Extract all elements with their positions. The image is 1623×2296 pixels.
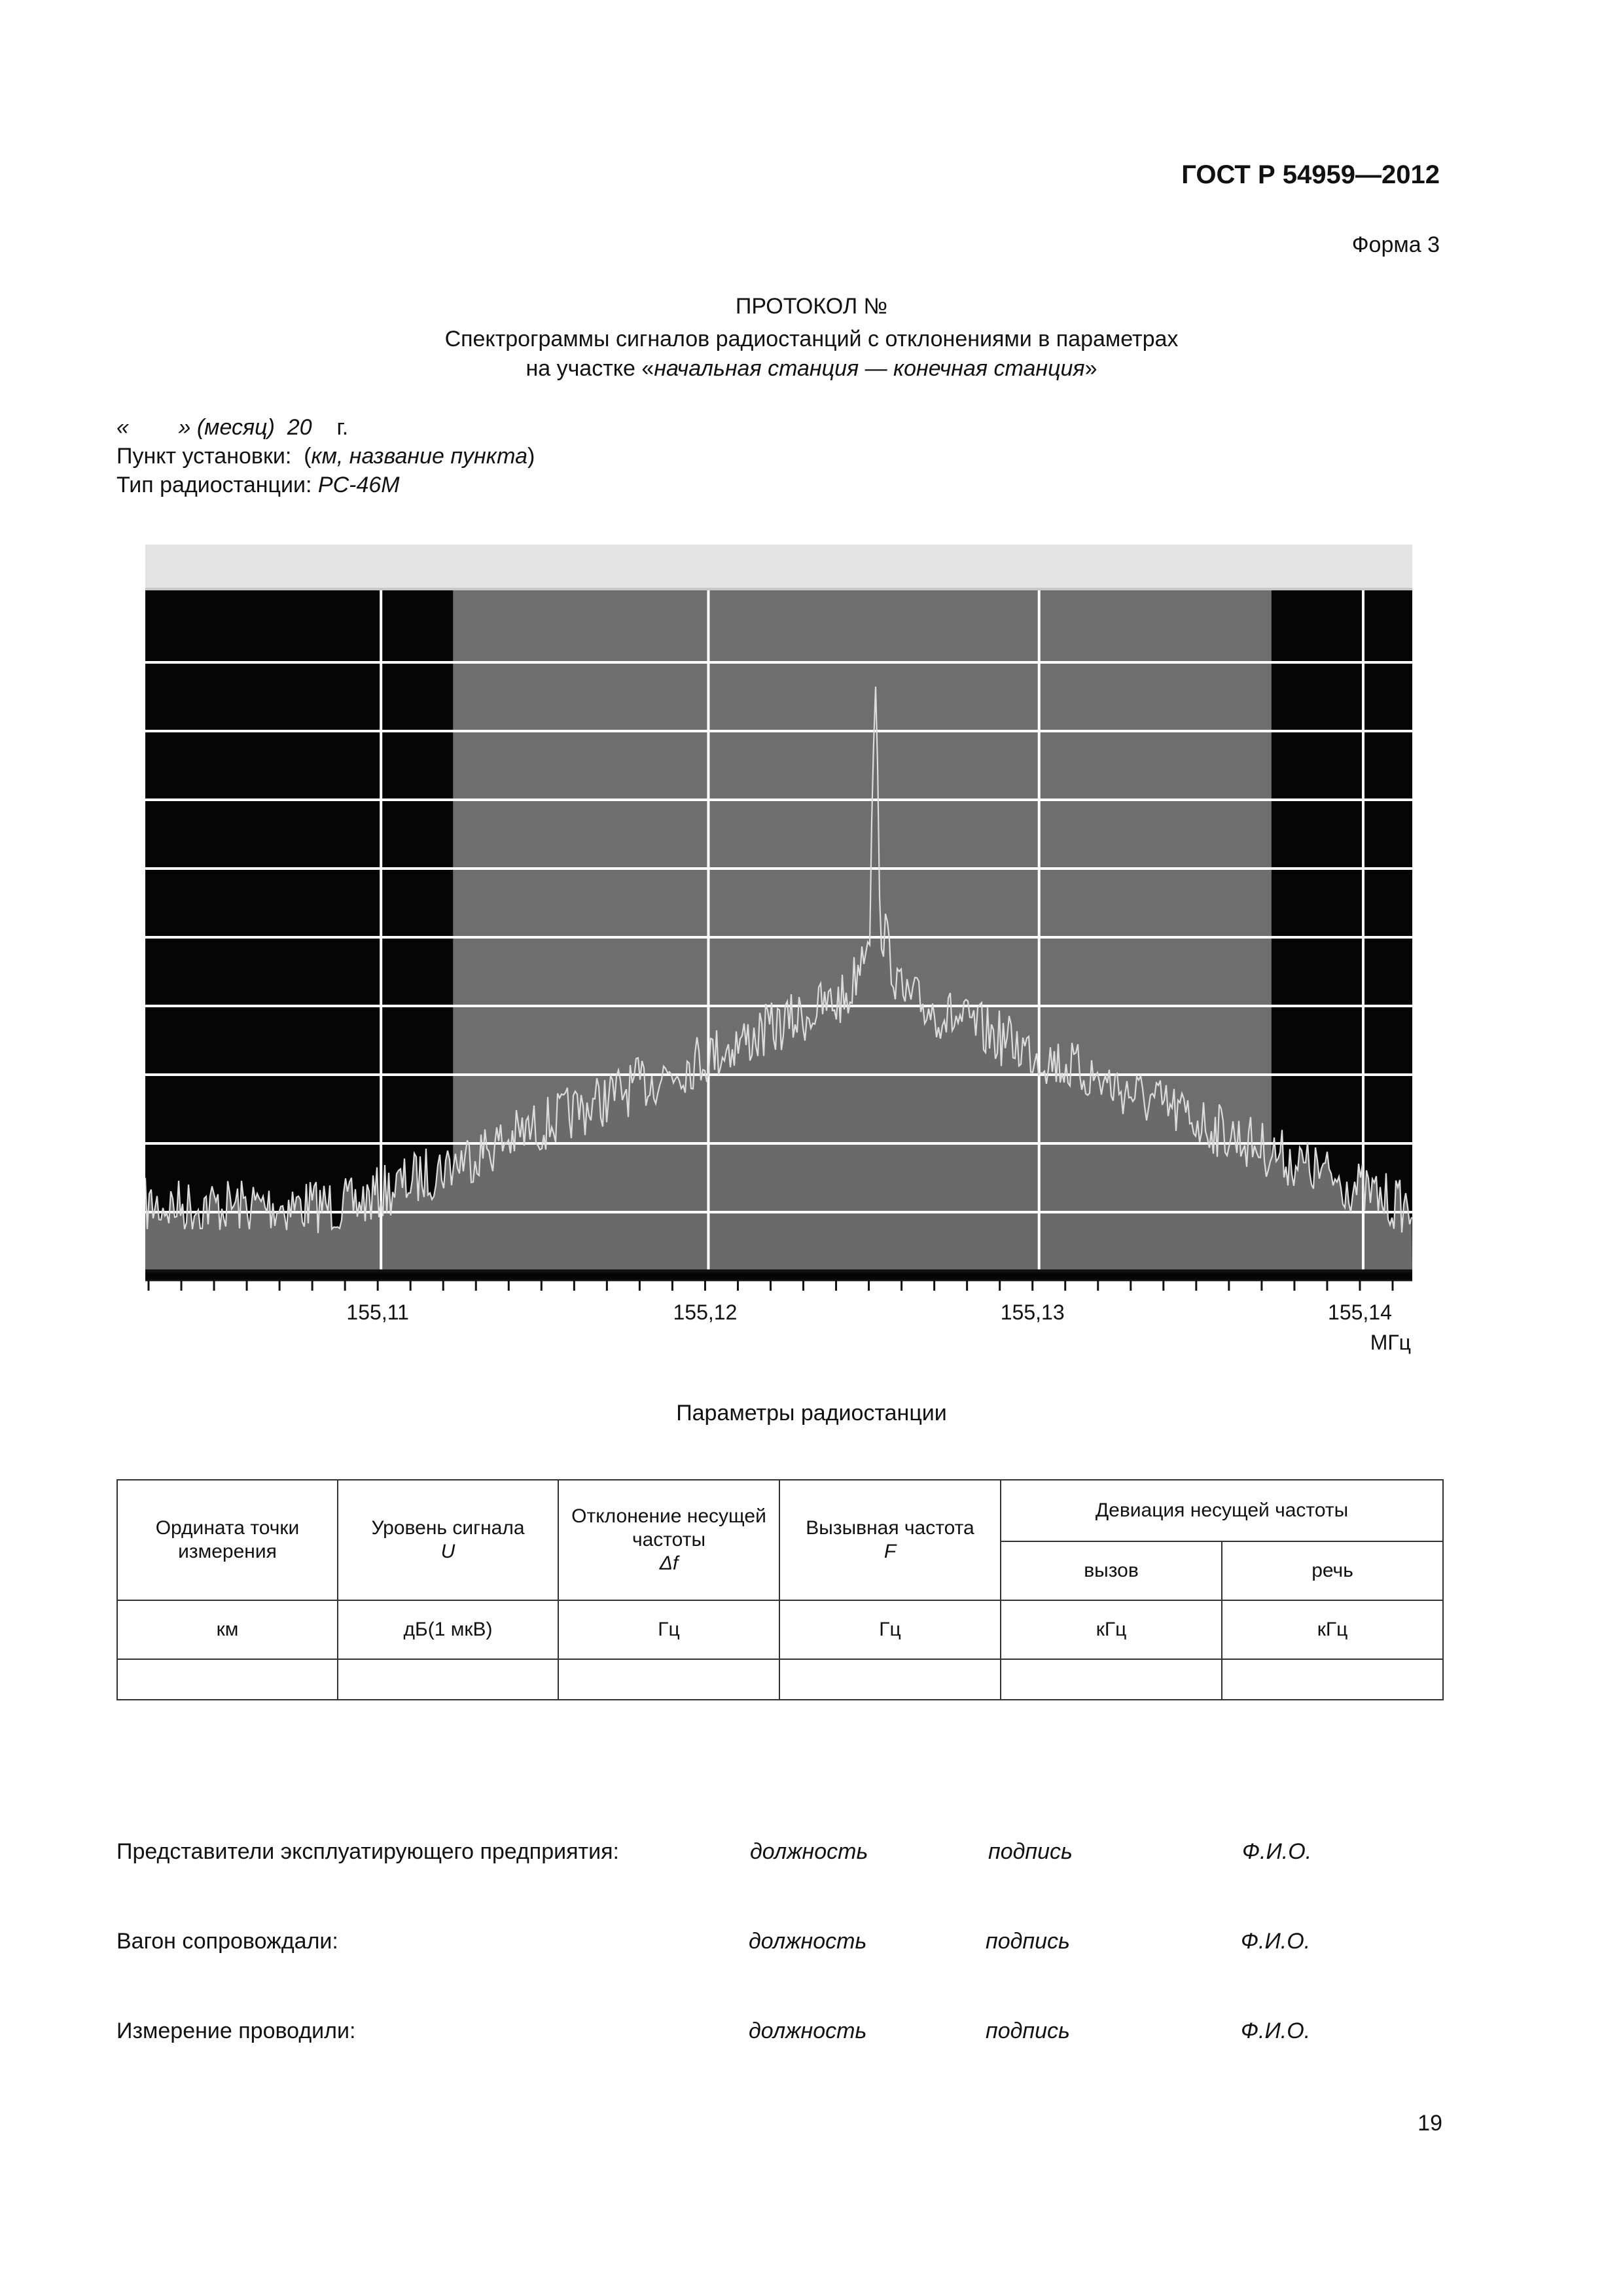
chart-toolbar <box>145 545 1412 588</box>
place-label: Пункт установки: <box>116 444 292 469</box>
place-close: ) <box>527 444 535 469</box>
place-line <box>116 442 535 470</box>
x-tick-label: 155,11 <box>346 1300 409 1324</box>
signature-role: Представители эксплуатирующего предприятия: <box>116 1839 619 1864</box>
unit-cell: кГц <box>1001 1600 1222 1659</box>
empty-cell[interactable] <box>1222 1659 1443 1700</box>
protocol-title: ПРОТОКОЛ № <box>735 294 888 319</box>
signature-position: должность <box>750 1839 868 1864</box>
document-code: ГОСТ Р 54959—2012 <box>1181 160 1440 189</box>
header-call-frequency-symbol: F <box>883 1541 897 1562</box>
signature-role: Измерение проводили: <box>116 2018 356 2043</box>
header-signal-level-label: Уровень сигнала <box>371 1517 525 1539</box>
page-number: 19 <box>1418 2111 1442 2136</box>
radio-label: Тип радиостанции: <box>116 473 312 497</box>
signature-sign: подпись <box>986 1929 1070 1954</box>
unit-cell: кГц <box>1222 1600 1443 1659</box>
signature-position: должность <box>749 2018 867 2043</box>
section-stations: начальная станция — конечная станция <box>654 356 1085 381</box>
section-prefix: на участке « <box>526 356 654 381</box>
x-tick-label: 155,12 <box>673 1300 738 1324</box>
protocol-section <box>0 353 1623 384</box>
x-unit-label: МГц <box>1370 1331 1411 1354</box>
empty-cell[interactable] <box>338 1659 558 1700</box>
chart-frame <box>145 588 1412 590</box>
unit-cell: Гц <box>779 1600 1001 1659</box>
header-carrier-deviation <box>558 1480 779 1600</box>
signature-role: Вагон сопровождали: <box>116 1929 338 1954</box>
section-suffix: » <box>1084 356 1097 381</box>
signature-name: Ф.И.О. <box>1242 1839 1312 1864</box>
form-number: Форма 3 <box>1351 232 1440 257</box>
spectrogram <box>145 545 1412 1359</box>
header-carrier-deviation-label: Отклонение несущей частоты <box>571 1505 766 1551</box>
params-title: Параметры радиостанции <box>676 1401 947 1426</box>
date-suffix: г. <box>336 415 349 440</box>
params-table <box>116 1479 1444 1700</box>
signature-name: Ф.И.О. <box>1241 1929 1311 1954</box>
header-call: вызов <box>1001 1541 1222 1600</box>
place-value: км, название пункта <box>311 444 528 469</box>
header-signal-level-symbol: U <box>440 1541 455 1562</box>
radio-type: РС-46М <box>317 473 400 497</box>
header-ordinate: Ордината точки измерения <box>117 1480 338 1600</box>
signature-row <box>116 1929 1442 1962</box>
x-tick-label: 155,14 <box>1328 1300 1392 1324</box>
signature-position: должность <box>749 1929 867 1954</box>
signature-sign: подпись <box>986 2018 1070 2043</box>
unit-cell: Гц <box>558 1600 779 1659</box>
spectrum-chart <box>145 545 1412 1359</box>
empty-cell[interactable] <box>117 1659 338 1700</box>
signature-sign: подпись <box>988 1839 1073 1864</box>
header-call-frequency-label: Вызывная частота <box>806 1517 974 1539</box>
header-signal-level <box>338 1480 558 1600</box>
signature-name: Ф.И.О. <box>1241 2018 1311 2043</box>
header-speech: речь <box>1222 1541 1443 1600</box>
date-field: « » (месяц) 20 <box>116 415 312 440</box>
table-units-row <box>117 1600 1443 1659</box>
empty-cell[interactable] <box>779 1659 1001 1700</box>
table-empty-row <box>117 1659 1443 1700</box>
date-line <box>116 414 348 441</box>
signature-row <box>116 2018 1442 2051</box>
radio-line <box>116 471 400 499</box>
unit-cell: дБ(1 мкВ) <box>338 1600 558 1659</box>
table-header-row <box>117 1480 1443 1541</box>
signature-row <box>116 1839 1442 1872</box>
empty-cell[interactable] <box>1001 1659 1222 1700</box>
protocol-subtitle: Спектрограммы сигналов радиостанций с отклонениями в параметрах <box>444 327 1179 351</box>
empty-cell[interactable] <box>558 1659 779 1700</box>
x-tick-label: 155,13 <box>1000 1300 1065 1324</box>
header-call-frequency <box>779 1480 1001 1600</box>
header-carrier-deviation-symbol: Δf <box>659 1552 679 1574</box>
unit-cell: км <box>117 1600 338 1659</box>
place-open: ( <box>304 444 312 469</box>
header-frequency-deviation: Девиация несущей частоты <box>1001 1480 1443 1541</box>
